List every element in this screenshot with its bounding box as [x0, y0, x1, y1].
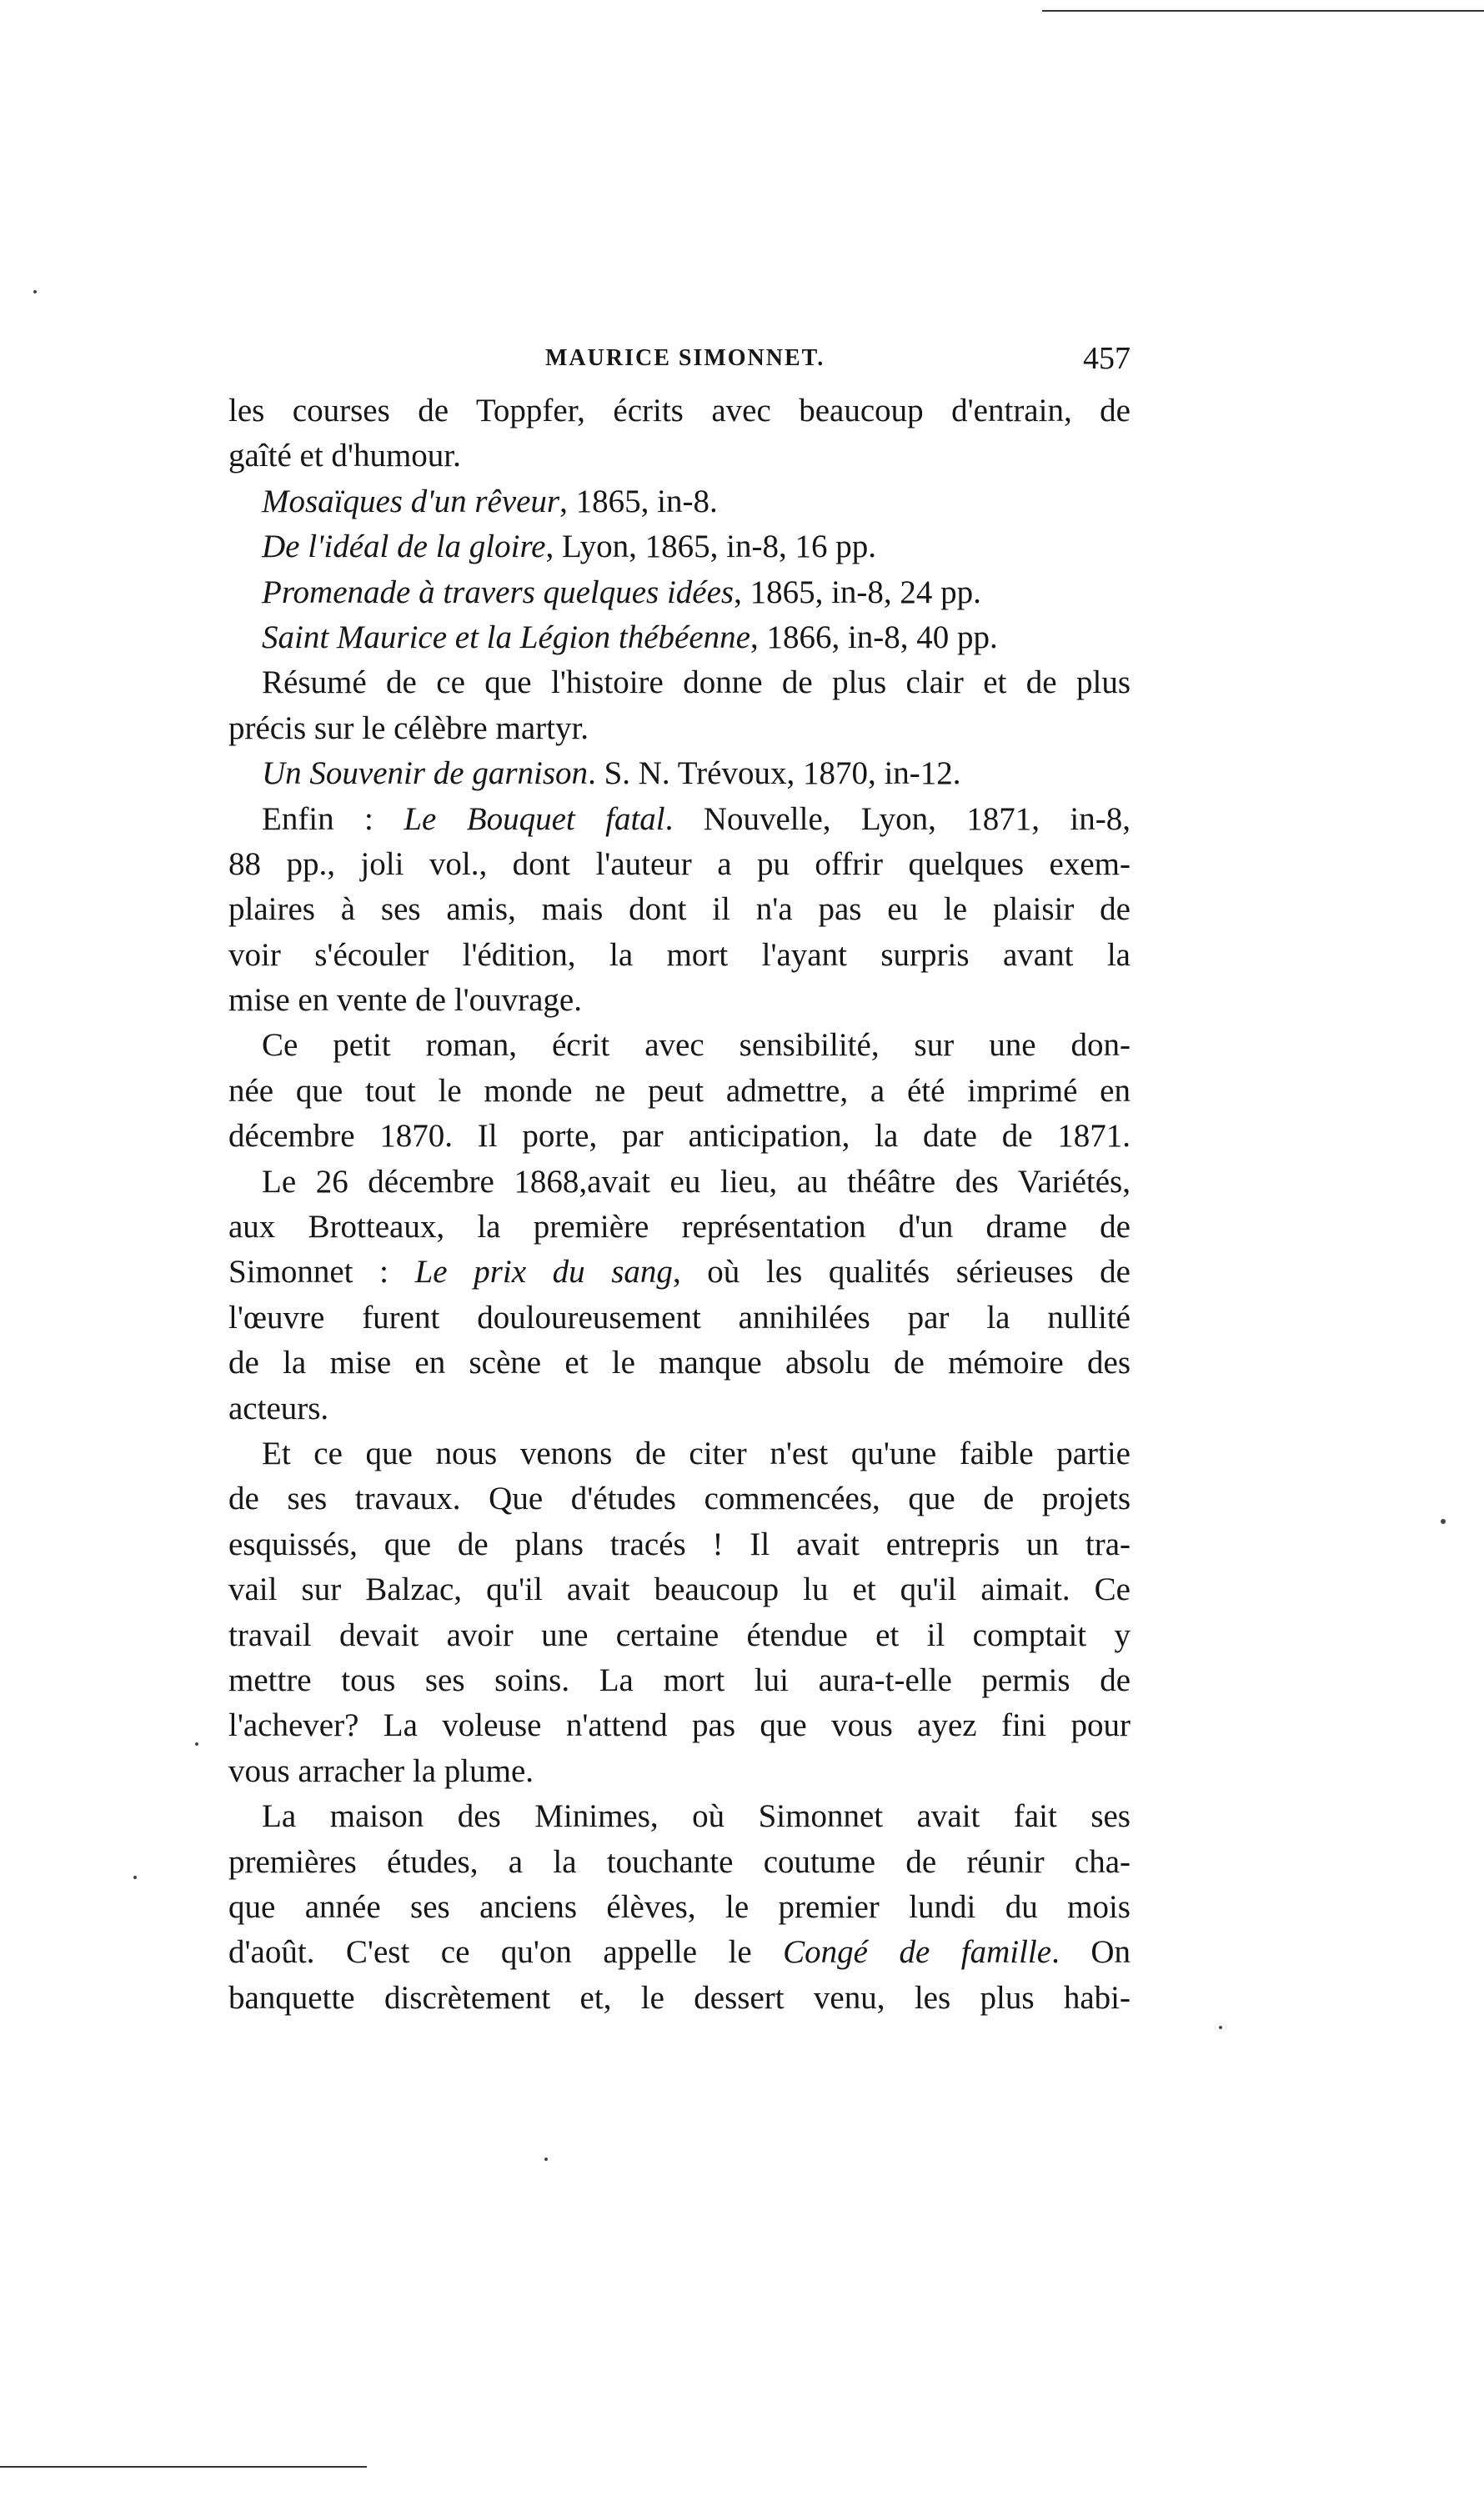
text-line: [228, 1976, 1131, 2021]
print-speck: [33, 290, 37, 293]
text-run: La maison des Minimes, où Simonnet avait fait ses: [262, 1798, 1131, 1835]
text-run: esquissés, que de plans tracés ! Il avait entrepris un tra-: [228, 1526, 1131, 1562]
text-run: les courses de Toppfer, écrits avec beaucoup d'entrain, de: [228, 393, 1131, 429]
text-line: [228, 660, 1131, 705]
text-run: décembre 1870. Il porte, par anticipation, la date de 1871.: [228, 1118, 1131, 1155]
text-line: [228, 978, 1131, 1023]
text-run: de la mise en scène et le manque absolu de mémoire des: [228, 1345, 1131, 1381]
text-line: [228, 615, 1131, 660]
text-line: [228, 751, 1131, 796]
text-run: mise en vente de l'ouvrage.: [228, 982, 582, 1019]
text-line: [228, 1114, 1131, 1159]
text-run: , 1865, in-8, 24 pp.: [734, 574, 981, 610]
text-run: . On: [1051, 1934, 1131, 1971]
text-line: [228, 706, 1131, 751]
text-run: Enfin :: [262, 800, 404, 837]
text-line: [228, 1613, 1131, 1658]
text-line: [228, 1250, 1131, 1295]
text-line: [228, 524, 1131, 569]
print-speck: [195, 1742, 198, 1746]
text-line: [228, 1885, 1131, 1930]
text-run: 88 pp., joli vol., dont l'auteur a pu offrir quelques exem-: [228, 845, 1131, 882]
bottom-edge-rule: [0, 2466, 367, 2468]
text-run: travail devait avoir une certaine étendue et il comptait y: [228, 1616, 1131, 1653]
text-line: [228, 1658, 1131, 1703]
text-line: [228, 797, 1131, 842]
text-run: Résumé de ce que l'histoire donne de plus clair et de plus: [262, 664, 1131, 701]
text-run: , 1866, in-8, 40 pp.: [750, 619, 998, 655]
print-speck: [1219, 2026, 1222, 2029]
text-run: acteurs.: [228, 1390, 329, 1426]
text-line: [228, 887, 1131, 932]
text-run: , Lyon, 1865, in-8, 16 pp.: [545, 529, 876, 565]
text-run: Simonnet :: [228, 1254, 415, 1291]
italic-title: Promenade à travers quelques idées: [262, 574, 734, 610]
top-edge-rule: [1042, 10, 1484, 12]
text-line: [228, 1930, 1131, 1975]
text-run: gaîté et d'humour.: [228, 438, 461, 474]
text-line: [228, 1567, 1131, 1612]
text-run: plaires à ses amis, mais dont il n'a pas eu le plaisir de: [228, 891, 1131, 928]
text-run: aux Brotteaux, la première représentation d'un drame de: [228, 1209, 1131, 1245]
text-line: [228, 1431, 1131, 1476]
italic-title: De l'idéal de la gloire: [262, 529, 546, 565]
text-run: . Nouvelle, Lyon, 1871, in-8,: [664, 800, 1131, 837]
text-run: vail sur Balzac, qu'il avait beaucoup lu et qu'il aimait. Ce: [228, 1571, 1131, 1608]
text-run: que année ses anciens élèves, le premier lundi du mois: [228, 1888, 1131, 1925]
text-run: , où les qualités sérieuses de: [672, 1254, 1131, 1291]
text-run: vous arracher la plume.: [228, 1752, 534, 1789]
italic-title: Le prix du sang: [414, 1254, 673, 1291]
text-line: [228, 434, 1131, 479]
italic-title: Mosaïques d'un rêveur: [262, 483, 560, 519]
text-line: [228, 1703, 1131, 1748]
text-line: [228, 1794, 1131, 1839]
text-run: . S. N. Trévoux, 1870, in-12.: [588, 755, 961, 792]
italic-title: Saint Maurice et la Légion thébéenne: [262, 619, 750, 655]
text-line: [228, 1476, 1131, 1521]
running-title: MAURICE SIMONNET.: [545, 345, 825, 371]
text-line: [228, 570, 1131, 615]
running-head: [228, 340, 1131, 382]
text-run: , 1865, in-8.: [559, 483, 718, 519]
text-line: [228, 933, 1131, 978]
italic-title: Un Souvenir de garnison: [262, 755, 589, 792]
text-run: mettre tous ses soins. La mort lui aura-t-elle permis de: [228, 1661, 1131, 1698]
text-run: l'œuvre furent douloureusement annihilées par la nullité: [228, 1299, 1131, 1336]
page-number: 457: [1083, 341, 1131, 376]
text-line: [228, 1160, 1131, 1205]
body-text: [228, 388, 1131, 2021]
text-line: [228, 1205, 1131, 1250]
italic-title: Congé de famille: [783, 1934, 1052, 1971]
text-line: [228, 1522, 1131, 1567]
italic-title: Le Bouquet fatal: [404, 800, 665, 837]
text-run: l'achever? La voleuse n'attend pas que vous ayez fini pour: [228, 1707, 1131, 1744]
text-run: premières études, a la touchante coutume de réunir cha-: [228, 1843, 1131, 1880]
print-speck: [133, 1876, 137, 1879]
text-line: [228, 842, 1131, 887]
text-run: voir s'écouler l'édition, la mort l'ayant surpris avant la: [228, 936, 1131, 973]
text-run: Le 26 décembre 1868,avait eu lieu, au théâtre des Variétés,: [262, 1163, 1131, 1200]
text-run: d'août. C'est ce qu'on appelle le: [228, 1934, 784, 1971]
text-run: Et ce que nous venons de citer n'est qu'une faible partie: [262, 1435, 1131, 1471]
text-run: de ses travaux. Que d'études commencées, que de projets: [228, 1481, 1131, 1517]
text-run: précis sur le célèbre martyr.: [228, 709, 589, 746]
text-line: [228, 1840, 1131, 1885]
text-line: [228, 1341, 1131, 1386]
text-line: [228, 1069, 1131, 1114]
text-run: née que tout le monde ne peut admettre, a été imprimé en: [228, 1072, 1131, 1109]
text-run: banquette discrètement et, le dessert venu, les plus habi-: [228, 1979, 1131, 2016]
text-run: Ce petit roman, écrit avec sensibilité, sur une don-: [262, 1027, 1131, 1064]
text-line: [228, 1749, 1131, 1794]
text-line: [228, 1386, 1131, 1431]
text-line: [228, 388, 1131, 434]
text-line: [228, 479, 1131, 524]
print-speck: [1441, 1519, 1446, 1524]
text-line: [228, 1023, 1131, 1068]
text-line: [228, 1296, 1131, 1341]
print-speck: [544, 2158, 548, 2161]
